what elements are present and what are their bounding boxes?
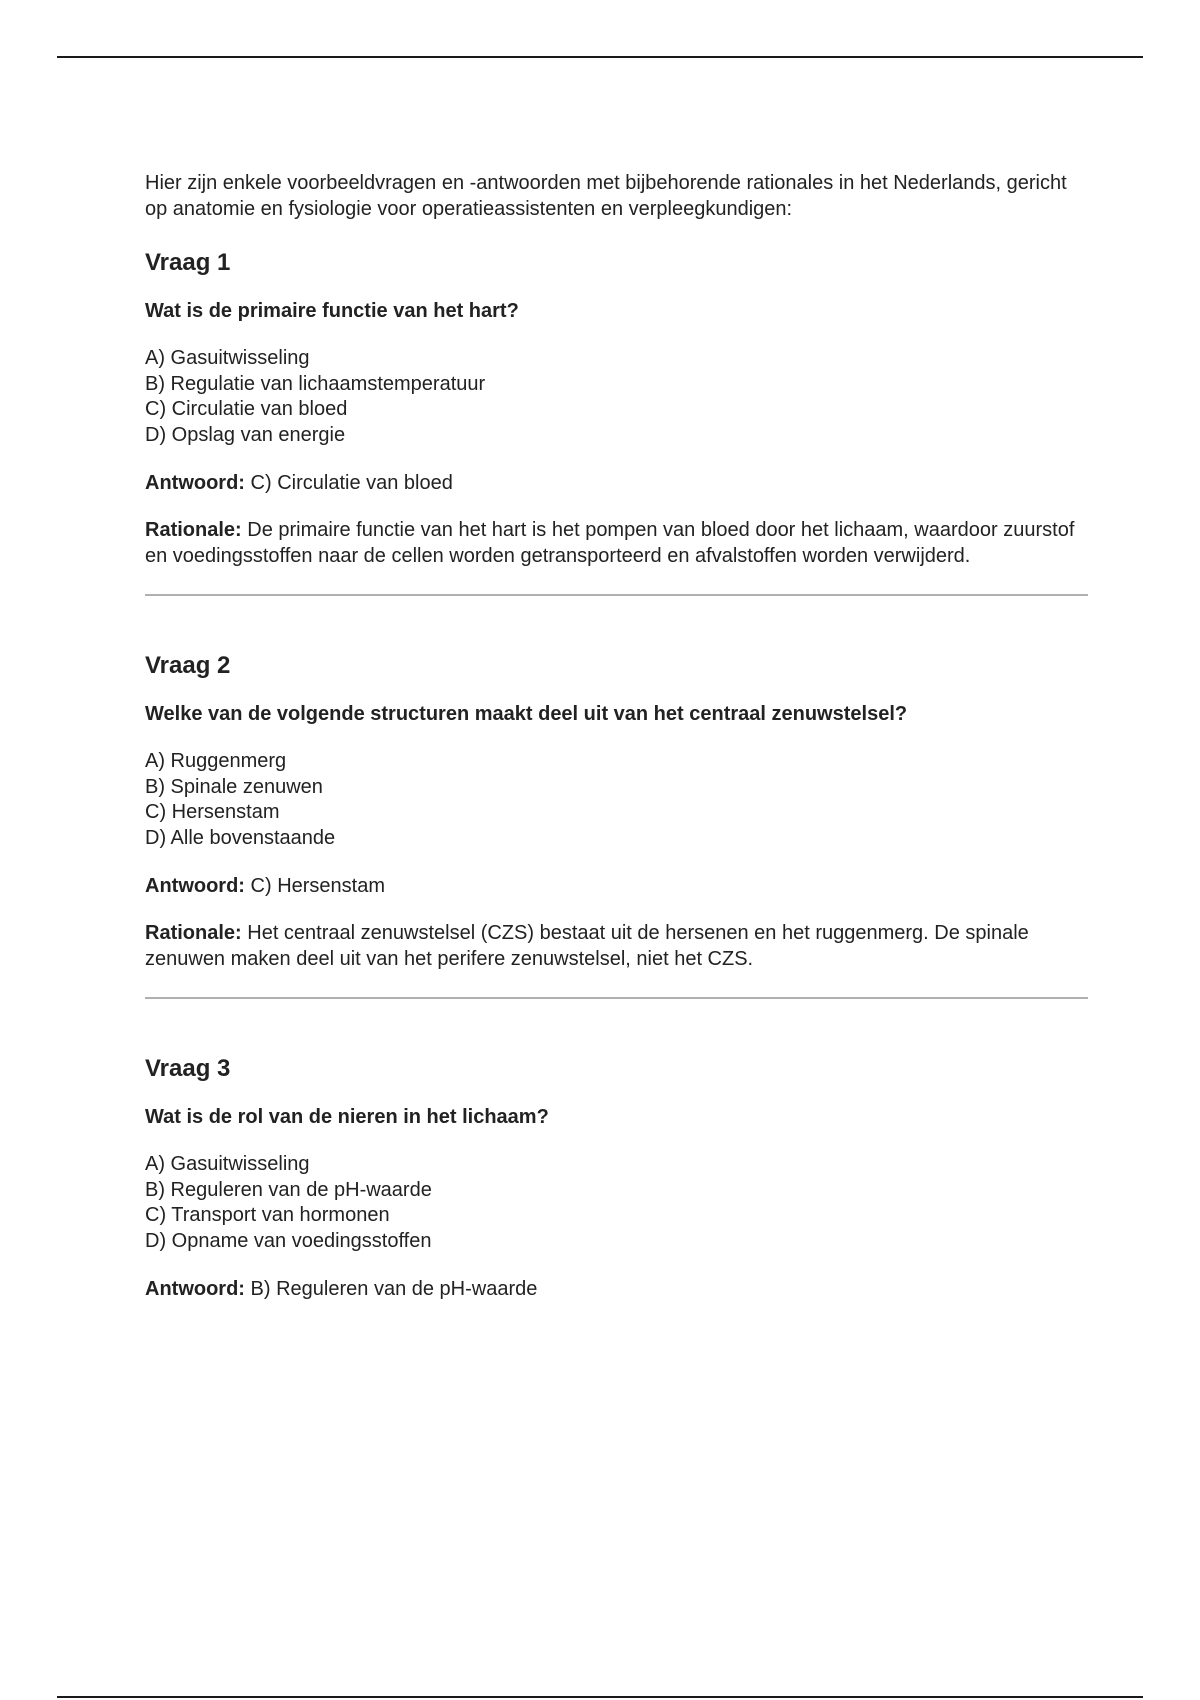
rationale-text: Het centraal zenuwstelsel (CZS) bestaat uit de hersenen en het ruggenmerg. De spinale zenuwen maken deel uit van het perifere zenuwstelsel, niet het CZS. [145,922,1029,970]
question-2-title: Vraag 2 [145,652,231,679]
question-3 [145,1054,1090,1302]
answer-label: Antwoord: [145,472,245,494]
intro-paragraph: Hier zijn enkele voorbeeldvragen en -antwoorden met bijbehorende rationales in het Nederlands, gericht op anatomie en fysiologie voor operatieassistenten en verpleegkundigen: [145,172,1067,220]
option-c: C) Transport van hormonen [145,1204,390,1226]
option-d: D) Opname van voedingsstoffen [145,1229,432,1252]
option-c: C) Circulatie van bloed [145,398,348,420]
page-footer-rule [57,1696,1143,1698]
question-2-options [145,749,1090,851]
answer-label: Antwoord: [145,1278,245,1300]
option-b: B) Reguleren van de pH-waarde [145,1178,432,1201]
option-a: A) Gasuitwisseling [145,347,310,369]
answer-value: C) Hersenstam [250,875,386,897]
page-header-rule [57,56,1143,58]
option-a: A) Gasuitwisseling [145,1153,310,1175]
question-1-text: Wat is de primaire functie van het hart? [145,300,519,322]
question-2 [145,651,1090,972]
answer-value: C) Circulatie van bloed [250,472,453,494]
question-1-answer [145,470,1090,496]
question-1-rationale [145,517,1090,569]
question-3-answer [145,1276,1090,1302]
question-1 [145,248,1090,569]
option-c: C) Hersenstam [145,801,280,823]
document-body [145,170,1090,1302]
section-divider [145,997,1088,999]
question-2-text: Welke van de volgende structuren maakt deel uit van het centraal zenuwstelsel? [145,703,908,725]
rationale-text: De primaire functie van het hart is het pompen van bloed door het lichaam, waardoor zuurstof en voedingsstoffen naar de cellen worden getransporteerd en afvalstoffen worden verwijderd. [145,519,1075,567]
question-1-title: Vraag 1 [145,249,231,276]
option-d: D) Opslag van energie [145,423,346,446]
rationale-label: Rationale: [145,519,242,541]
question-3-text: Wat is de rol van de nieren in het lichaam? [145,1106,549,1128]
question-2-rationale [145,920,1090,972]
answer-label: Antwoord: [145,875,245,897]
option-b: B) Spinale zenuwen [145,775,323,798]
question-3-options [145,1152,1090,1254]
question-1-options [145,346,1090,448]
option-a: A) Ruggenmerg [145,750,287,772]
section-divider [145,594,1088,596]
question-3-title: Vraag 3 [145,1055,231,1082]
answer-value: B) Reguleren van de pH-waarde [250,1278,538,1300]
option-b: B) Regulatie van lichaamstemperatuur [145,372,486,395]
question-2-answer [145,873,1090,899]
option-d: D) Alle bovenstaande [145,826,336,849]
rationale-label: Rationale: [145,922,242,944]
